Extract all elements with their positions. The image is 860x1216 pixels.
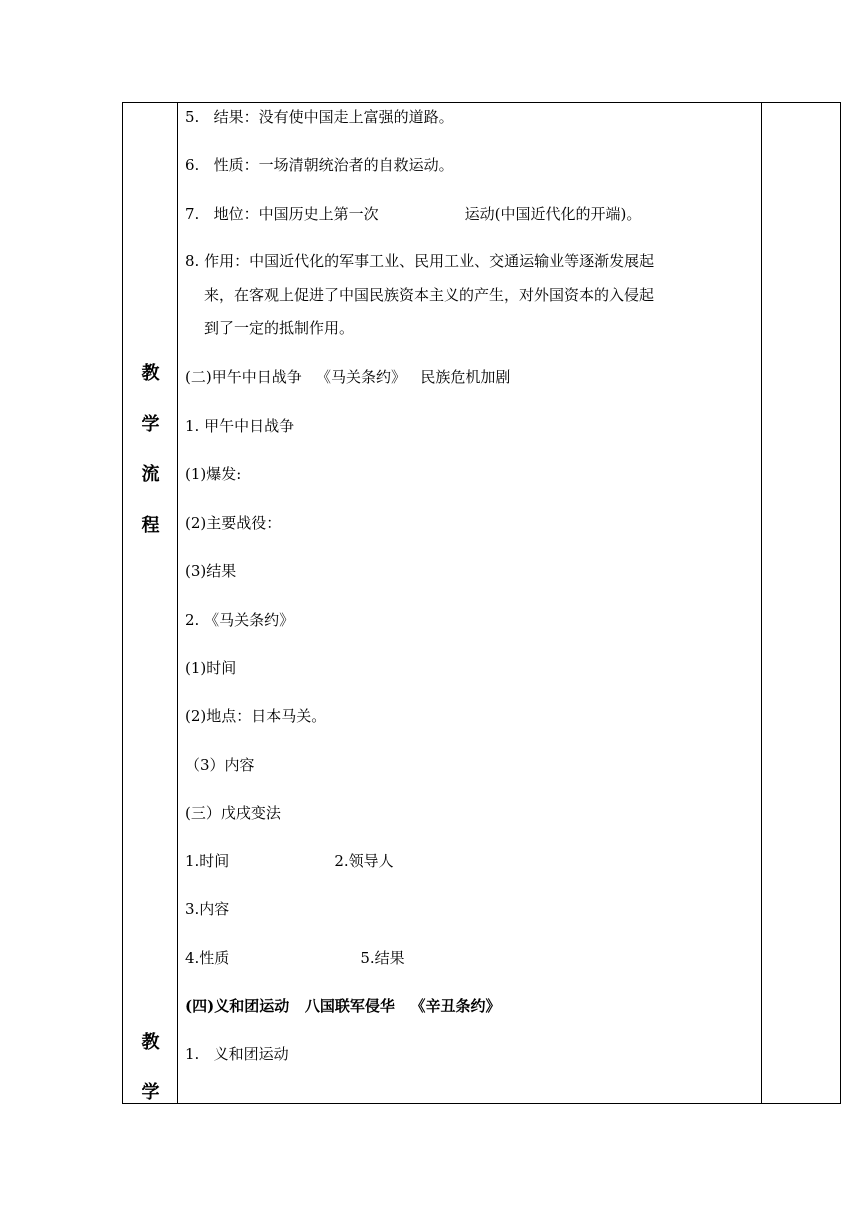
- column-divider-right: [761, 103, 762, 1103]
- sub-item: （3）内容: [185, 756, 255, 774]
- label-char: 教: [141, 363, 160, 384]
- sec3-item-5: 5.结果: [360, 949, 405, 967]
- list-item: [185, 204, 641, 224]
- lesson-table: [122, 102, 841, 1104]
- item7-text: 7. 地位：中国历史上第一次: [185, 205, 379, 223]
- label-char: 教: [141, 1032, 160, 1053]
- list-item: [185, 948, 405, 968]
- list-item-cont: 来，在客观上促进了中国民族资本主义的产生，对外国资本的入侵起: [204, 286, 655, 304]
- section-heading: (四)义和团运动 八国联军侵华 《辛丑条约》: [185, 997, 501, 1015]
- section-heading: (二)甲午中日战争 《马关条约》 民族危机加剧: [185, 368, 511, 386]
- label-char: 程: [141, 515, 160, 536]
- label-char: 流: [141, 464, 160, 485]
- sub-item: (1)时间: [185, 659, 237, 677]
- sub-item: (2)地点：日本马关。: [185, 707, 327, 725]
- label-char: 学: [141, 1082, 160, 1103]
- list-item: 8. 作用：中国近代化的军事工业、民用工业、交通运输业等逐渐发展起: [185, 252, 655, 270]
- list-item: 5. 结果：没有使中国走上富强的道路。: [185, 108, 454, 126]
- list-item-cont: 到了一定的抵制作用。: [204, 319, 355, 337]
- section-label-column: [123, 103, 178, 1103]
- label-char: 学: [141, 414, 160, 435]
- list-item: 6. 性质：一场清朝统治者的自救运动。: [185, 156, 454, 174]
- item7-text-cont: 运动(中国近代化的开端)。: [464, 205, 642, 223]
- sec3-item-4: 4.性质: [185, 949, 230, 967]
- list-item: 3.内容: [185, 900, 230, 918]
- list-item: 1. 甲午中日战争: [185, 417, 295, 435]
- sec3-item-2: 2.领导人: [334, 852, 394, 870]
- list-item: [185, 851, 394, 871]
- sub-item: (2)主要战役：: [185, 514, 282, 532]
- list-item: 1. 义和团运动: [185, 1045, 289, 1063]
- section-heading: (三）戊戌变法: [185, 804, 281, 822]
- list-item: 2. 《马关条约》: [185, 611, 295, 629]
- sub-item: (3)结果: [185, 562, 237, 580]
- sub-item: (1)爆发:: [185, 465, 242, 483]
- sec3-item-1: 1.时间: [185, 852, 230, 870]
